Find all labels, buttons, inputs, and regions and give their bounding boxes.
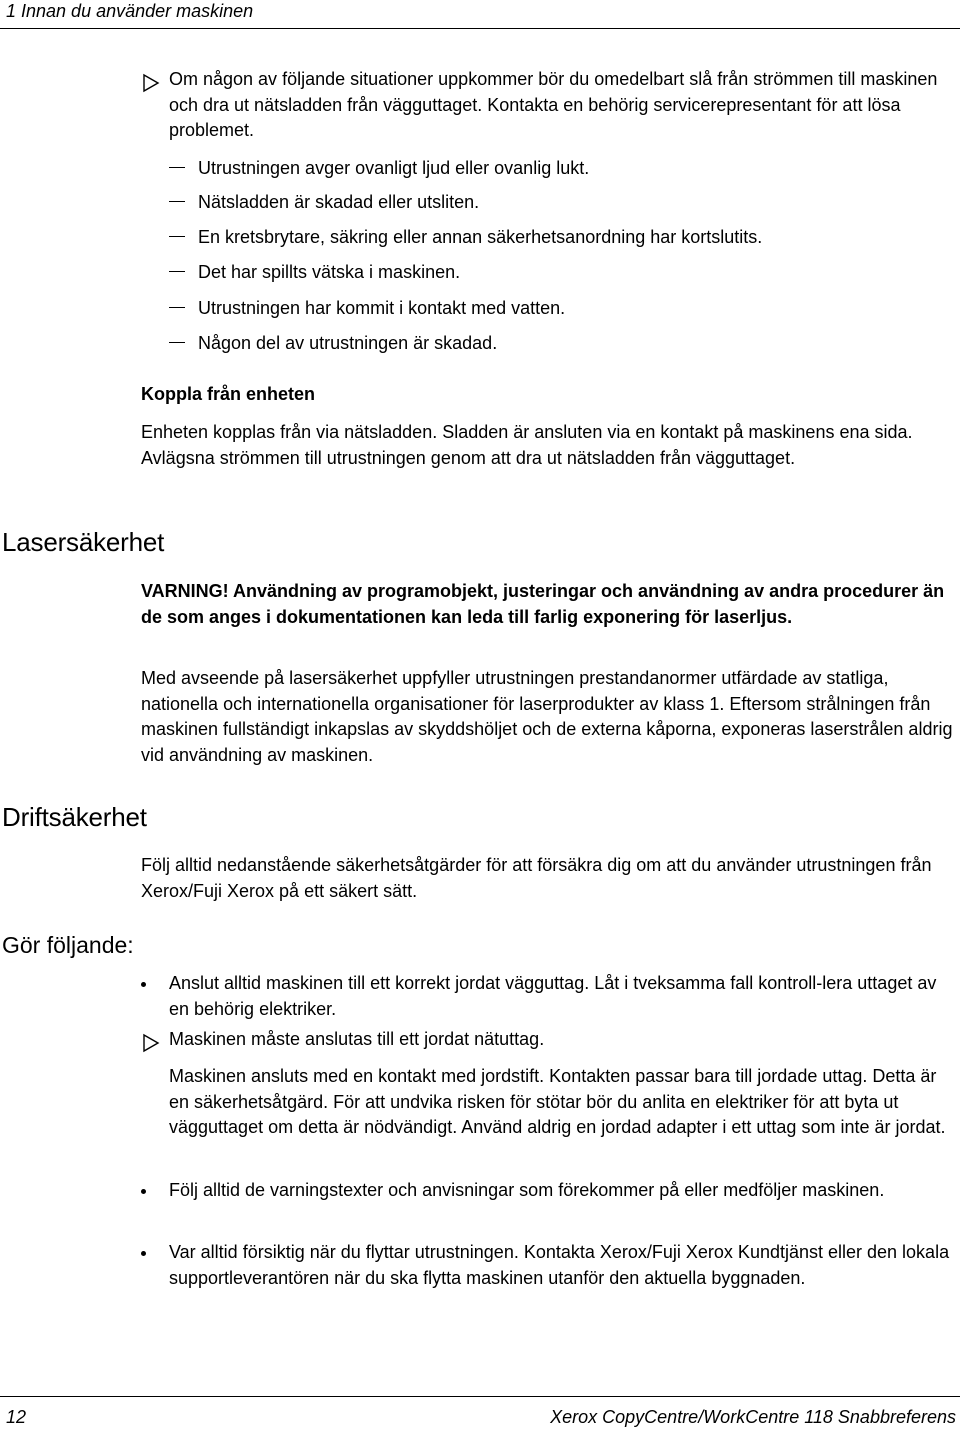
- dash-marker: [169, 271, 185, 272]
- operational-safety-heading: Driftsäkerhet: [2, 802, 147, 832]
- page-number: 12: [6, 1407, 27, 1427]
- bullet-marker: [141, 1189, 146, 1194]
- ground-warning-item: Maskinen måste anslutas till ett jordat nätuttag.: [141, 1027, 957, 1053]
- laser-paragraph: Med avseende på lasersäkerhet uppfyller utrustningen prestandanormer utfärdade av statliga, nationella och internationella organisationer för laserprodukter av klass 1. Eftersom strålningen från maskinen fullständigt inkapslas av skyddshöljet och de externa kåporna, exponeras laserstrålen aldrig vid användning av maskinen.: [141, 668, 953, 765]
- footer-divider: [0, 1396, 960, 1397]
- situation-item: Någon del av utrustningen är skadad.: [169, 331, 497, 357]
- do-following-subheading: Gör följande:: [2, 932, 134, 958]
- dash-marker: [169, 236, 185, 237]
- situation-item: Det har spillts vätska i maskinen.: [169, 260, 460, 286]
- safety-bullet: Anslut alltid maskinen till ett korrekt jordat vägguttag. Låt i tveksamma fall kontroll-lera uttaget av en behörig elektriker.: [141, 971, 957, 1022]
- operational-intro: Följ alltid nedanstående säkerhetsåtgärder för att försäkra dig om att du använder utrustningen från Xerox/Fuji Xerox på ett säkert sätt.: [141, 855, 932, 901]
- ground-warning-detail: Maskinen ansluts med en kontakt med jordstift. Kontakten passar bara till jordade uttag. Detta är en säkerhetsåtgärd. För att undvika risken för stötar bör du anlita en elektriker för att byta ut vägguttaget om detta är nödvändigt. Använd aldrig en jordad adapter i ett uttag som inte är jordat.: [169, 1066, 946, 1137]
- warning-triangle-icon: [141, 1033, 161, 1053]
- laser-safety-heading: Lasersäkerhet: [2, 527, 165, 557]
- dash-marker: [169, 342, 185, 343]
- running-header: 1 Innan du använder maskinen: [6, 1, 254, 21]
- safety-bullet: Följ alltid de varningstexter och anvisningar som förekommer på eller medföljer maskinen.: [141, 1178, 957, 1204]
- warning-intro-text: Om någon av följande situationer uppkommer bör du omedelbart slå från strömmen till maskinen och dra ut nätsladden från vägguttaget. Kontakta en behörig servicerepresentant för att lösa problemet.: [169, 69, 938, 140]
- dash-marker: [169, 201, 185, 202]
- disconnect-paragraph: Enheten kopplas från via nätsladden. Sladden är ansluten via en kontakt på maskinens ena sida. Avlägsna strömmen till utrustningen genom att dra ut nätsladden från vägguttaget.: [141, 422, 913, 468]
- disconnect-heading: Koppla från enheten: [141, 384, 316, 404]
- situation-item: Nätsladden är skadad eller utsliten.: [169, 190, 479, 216]
- bullet-marker: [141, 982, 146, 987]
- safety-bullet: Var alltid försiktig när du flyttar utrustningen. Kontakta Xerox/Fuji Xerox Kundtjänst eller den lokala supportleverantören när du ska flytta maskinen utanför den aktuella byggnaden.: [141, 1240, 957, 1291]
- situation-item: Utrustningen har kommit i kontakt med vatten.: [169, 296, 565, 322]
- laser-warning: VARNING! Användning av programobjekt, justeringar och användning av andra procedurer än de som anges i dokumentationen kan leda till farlig exponering för laserljus.: [141, 581, 945, 627]
- warning-intro-item: [141, 67, 957, 144]
- situation-item: Utrustningen avger ovanligt ljud eller ovanlig lukt.: [169, 156, 589, 182]
- dash-marker: [169, 307, 185, 308]
- dash-marker: [169, 167, 185, 168]
- header-divider: [0, 28, 960, 29]
- warning-triangle-icon: [141, 73, 161, 93]
- document-title: Xerox CopyCentre/WorkCentre 118 Snabbreferens: [550, 1407, 956, 1427]
- situation-item: En kretsbrytare, säkring eller annan säkerhetsanordning har kortslutits.: [169, 225, 762, 251]
- bullet-marker: [141, 1251, 146, 1256]
